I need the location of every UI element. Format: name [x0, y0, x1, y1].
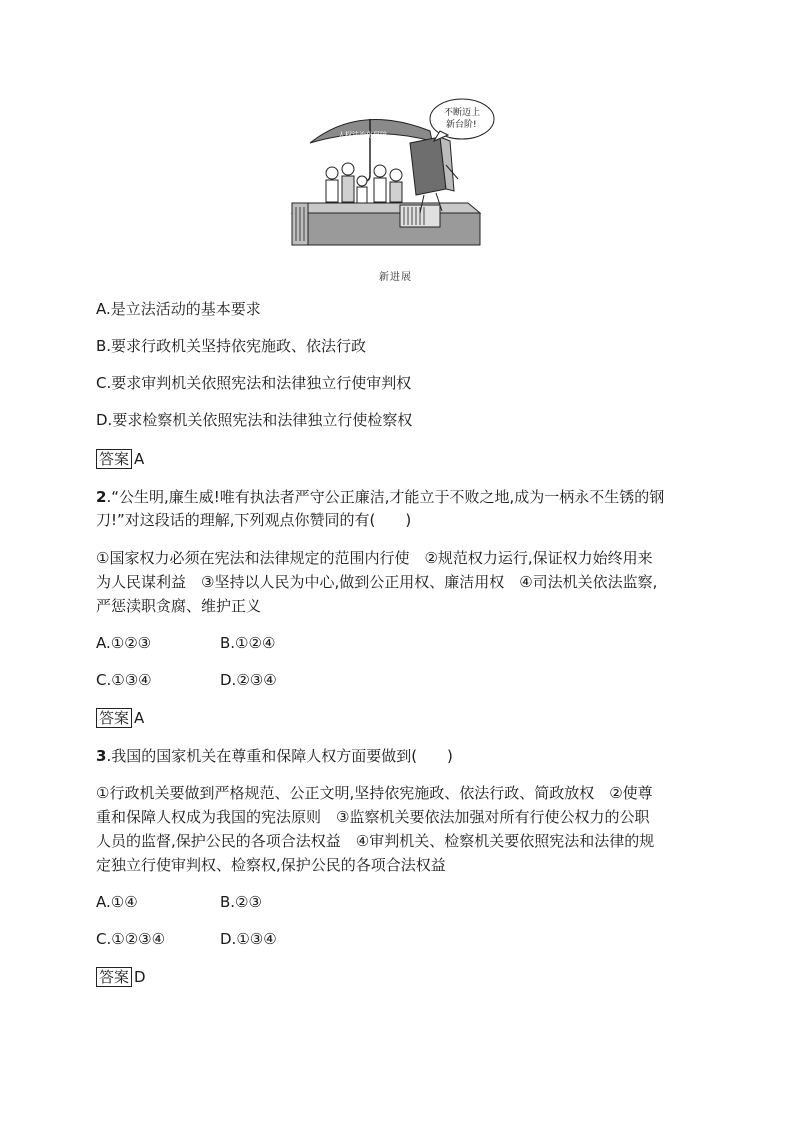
q2-stem-line-1: 2.“公生明,廉生威!唯有执法者严守公正廉洁,才能立于不败之地,成为一柄永不生锈的钢 — [96, 488, 665, 506]
figure-caption: 新进展 — [379, 272, 412, 283]
q3-statements-line-3: 人员的监督,保护公民的各项合法权益 ④审判机关、检察机关要依照宪法和法律的规 — [96, 832, 655, 850]
bubble-line-1: 不断迈上 — [444, 108, 481, 118]
umbrella-text: 人权法治化保障 — [338, 131, 387, 139]
q3-statements-line-4: 定独立行使审判权、检察权,保护公民的各项合法权益 — [96, 856, 446, 874]
q2-answer — [96, 708, 144, 728]
q3-option-b: B.②③ — [220, 893, 262, 911]
question-number: 3 — [96, 747, 107, 765]
q2-statements-line-3: 严惩渎职贪腐、维护正义 — [96, 597, 262, 615]
q1-option-c: C.要求审判机关依照宪法和法律独立行使审判权 — [96, 374, 412, 392]
q2-option-a: A.①②③ — [96, 634, 152, 652]
q2-option-c: C.①③④ — [96, 671, 152, 689]
bubble-line-2: 新台阶! — [446, 120, 477, 130]
answer-value: D — [134, 968, 146, 986]
q1-option-a: A.是立法活动的基本要求 — [96, 300, 261, 318]
q3-option-c: C.①②③④ — [96, 930, 166, 948]
cartoon-illustration — [290, 95, 502, 253]
q3-statements-line-2: 重和保障人权成为我国的宪法原则 ③监察机关要依法加强对所有行使公权力的公职 — [96, 808, 650, 826]
q3-option-a: A.①④ — [96, 893, 138, 911]
answer-value: A — [134, 709, 145, 727]
q2-statements-line-1: ①国家权力必须在宪法和法律规定的范围内行使 ②规范权力运行,保证权力始终用来 — [96, 549, 653, 567]
answer-label: 答案 — [96, 967, 132, 987]
q1-option-b: B.要求行政机关坚持依宪施政、依法行政 — [96, 337, 367, 355]
q2-statements-line-2: 为人民谋利益 ③坚持以人民为中心,做到公正用权、廉洁用权 ④司法机关依法监察, — [96, 573, 658, 591]
q2-stem-line-2: 刀!”对这段话的理解,下列观点你赞同的有( ) — [96, 511, 412, 529]
q1-answer — [96, 449, 144, 469]
answer-label: 答案 — [96, 708, 132, 728]
q2-option-b: B.①②④ — [220, 634, 276, 652]
answer-value: A — [134, 450, 145, 468]
q3-statements-line-1: ①行政机关要做到严格规范、公正文明,坚持依宪施政、依法行政、简政放权 ②使尊 — [96, 784, 653, 802]
q1-option-d: D.要求检察机关依照宪法和法律独立行使检察权 — [96, 411, 413, 429]
question-number: 2 — [96, 488, 107, 506]
q3-option-d: D.①③④ — [220, 930, 277, 948]
q3-stem: 3.我国的国家机关在尊重和保障人权方面要做到( ) — [96, 747, 453, 765]
q3-answer — [96, 967, 146, 987]
answer-label: 答案 — [96, 449, 132, 469]
q2-option-d: D.②③④ — [220, 671, 277, 689]
